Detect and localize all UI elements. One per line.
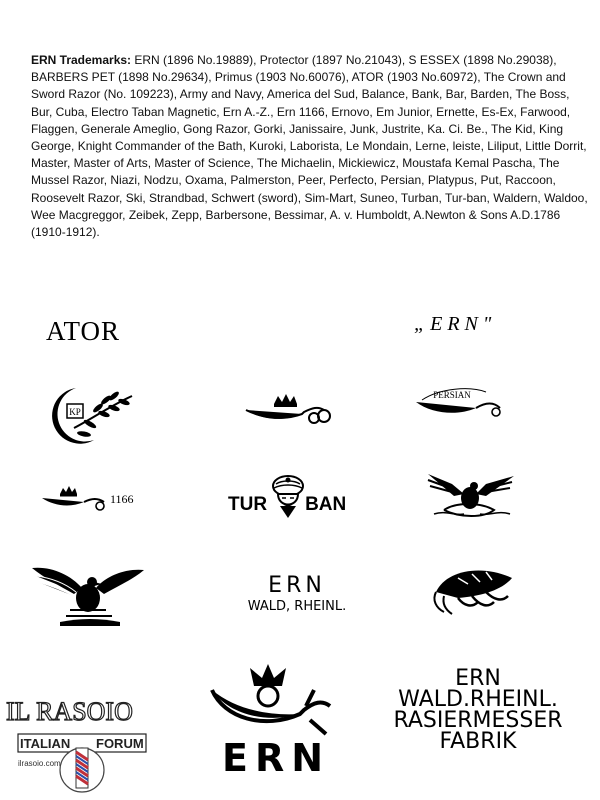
turban-head-icon — [268, 474, 308, 520]
ern-large-logo: ERN — [222, 736, 331, 780]
ern-wald-line1: ERN — [268, 573, 326, 598]
rasier-line4: FABRIK — [439, 729, 517, 754]
barber-pole-icon — [60, 748, 104, 792]
rasier-line3: RASIERMESSER — [393, 708, 563, 733]
watermark-right: FORUM — [96, 736, 144, 751]
ern-wald-logo — [237, 574, 357, 616]
watermark-title: IL RASOIO — [6, 697, 133, 726]
trademark-body: ERN (1896 No.19889), Protector (1897 No.21043), S ESSEX (1898 No.29038), BARBERS PET (1898 No.29634), Primus (1903 No.60076), ATOR (1903 No.60972), The Crown and Sword Razor (No. 109223), Army and Navy, America del Sud, Balance, Bank, Bar, Barden, The Boss, Bur, Cuba, Electro Taban Magnetic, Ern A.-Z., Ern 1166, Ernovo, Em Junior, Ernette, Es-Ex, Farwood, Flaggen, Generale Ameglio, Gong Razor, Gorki, Janissaire, Junk, Justrite, Ka. Ci. Be., The Kid, King George, Knight Commander of the Bath, Kuroki, Laborista, Le Mondain, Lerne, leiste, Liliput, Little Dorrit, Master, Master of Arts, Master of Science, The Michaelin, Mickiewicz, Moustafa Kemal Pascha, The Mussel Razor, Niazi, Nodzu, Oxama, Palmerston, Peer, Perfecto, Persian, Platypus, Put, Raccoon, Roosevelt Razor, Ski, Strandbad, Schwert (sword), Sim-Mart, Suneo, Turban, Tur-ban, Waldern, Waldoo, Wee Macgreggor, Zeibek, Zepp, Barbersone, Bessimar, A. v. Humboldt, A.Newton & Sons A.D.1786 (1910-1912). — [31, 53, 588, 240]
ator-logo: ATOR — [46, 316, 121, 346]
crown-sword-small-icon — [40, 484, 110, 514]
rasier-line1: ERN — [455, 666, 501, 691]
persian-label: PERSIAN — [433, 390, 471, 400]
ern-wald-line2: WALD, RHEINL. — [247, 599, 347, 614]
crown-sword-logo — [244, 392, 336, 428]
shell-icon — [428, 562, 520, 618]
watermark-url: ilrasoio.com — [18, 759, 61, 768]
ern-1166-label: 1166 — [110, 492, 134, 506]
trademark-heading: ERN Trademarks: — [31, 53, 132, 67]
kp-crescent-logo — [40, 384, 140, 450]
trademark-list — [31, 52, 591, 241]
turban-left-text: TUR — [228, 494, 268, 515]
eagle-large-icon — [30, 560, 146, 630]
turban-right-text: BAN — [305, 494, 347, 515]
eagle-small-icon — [424, 470, 518, 522]
ern-quoted-logo: „ERN" — [414, 313, 497, 335]
rasiermesser-logo — [378, 668, 578, 752]
persian-logo — [414, 384, 504, 424]
crown-sword-large-icon — [210, 660, 340, 738]
kp-label: KP — [69, 407, 81, 417]
forum-watermark — [2, 690, 162, 798]
rasier-line2: WALD.RHEINL. — [398, 687, 558, 712]
watermark-left: ITALIAN — [20, 736, 71, 751]
